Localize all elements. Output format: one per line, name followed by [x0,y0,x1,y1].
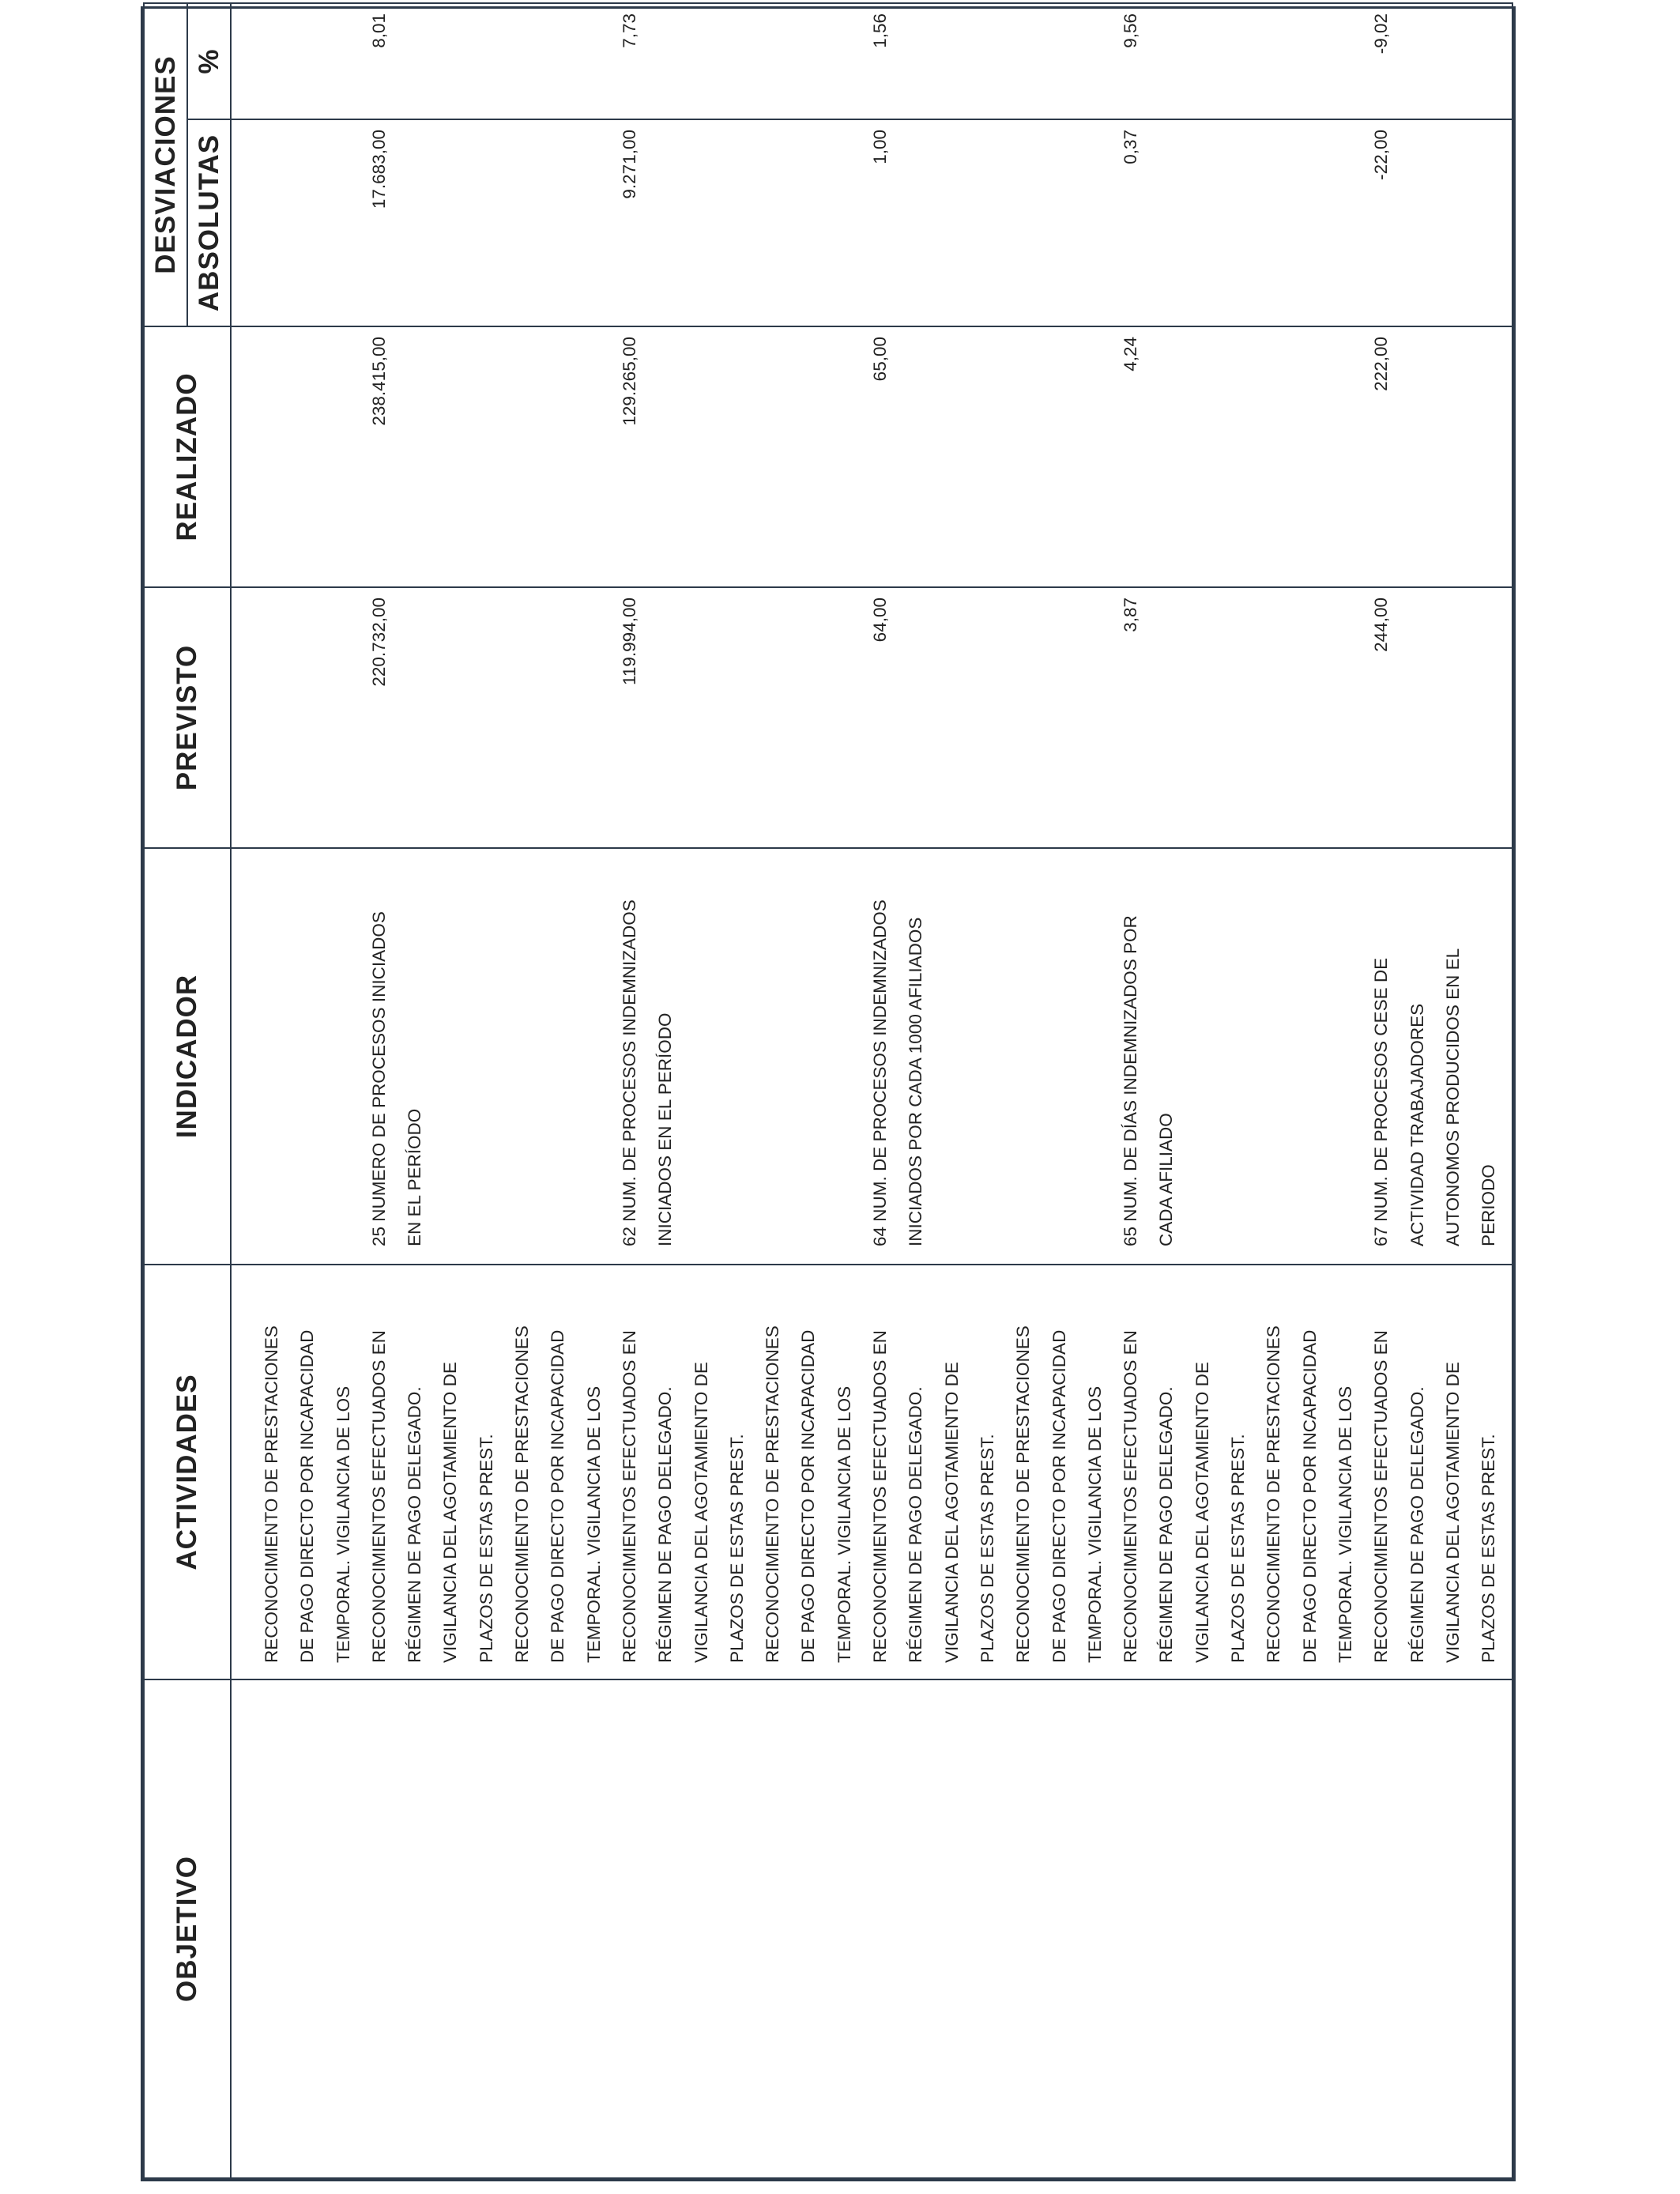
actividades-line: RECONOCIMIENTOS EFECTUADOS EN [368,1330,389,1663]
absolutas-value: 1,00 [870,130,891,164]
actividades-line: RÉGIMEN DE PAGO DELEGADO. [1156,1386,1177,1663]
previsto-cell [231,587,1512,848]
indicador-line: AUTONOMOS PRODUCIDOS EN EL [1442,948,1463,1246]
actividades-line: DE PAGO DIRECTO POR INCAPACIDAD [1049,1329,1069,1663]
actividades-line: RECONOCIMIENTO DE PRESTACIONES [262,1325,281,1663]
realizado-value: 65,00 [870,337,891,382]
objetivo-cell [231,1679,1512,2178]
actividades-cell [231,1265,1512,1679]
actividades-line: DE PAGO DIRECTO POR INCAPACIDAD [297,1329,318,1663]
actividades-line: RECONOCIMIENTOS EFECTUADOS EN [619,1330,639,1663]
previsto-value: 244,00 [1371,598,1392,652]
porcentaje-value: 1,56 [870,13,891,48]
actividades-line: PLAZOS DE ESTAS PREST. [726,1434,747,1663]
actividades-line: TEMPORAL. VIGILANCIA DE LOS [333,1385,353,1663]
actividades-line: VIGILANCIA DEL AGOTAMIENTO DE [1192,1362,1212,1663]
indicador-text [1363,948,1506,1246]
porcentaje-value: 7,73 [620,13,639,48]
absolutas-cell [231,119,1512,326]
actividades-line: RÉGIMEN DE PAGO DELEGADO. [405,1386,425,1663]
indicador-text [361,911,433,1246]
actividades-line: TEMPORAL. VIGILANCIA DE LOS [834,1385,854,1663]
indicador-line: EN EL PERÍODO [405,1108,425,1246]
header-realizado: REALIZADO [144,326,231,587]
indicador-line: INICIADOS POR CADA 1000 AFILIADOS [906,917,926,1246]
actividades-line: DE PAGO DIRECTO POR INCAPACIDAD [548,1329,568,1663]
actividades-line: RECONOCIMIENTOS EFECTUADOS EN [870,1330,891,1663]
actividades-line: RECONOCIMIENTO DE PRESTACIONES [1264,1325,1284,1663]
porcentaje-value: -9,02 [1371,13,1392,55]
actividades-line: VIGILANCIA DEL AGOTAMIENTO DE [941,1362,962,1663]
porcentaje-cell [231,3,1512,119]
actividades-line: DE PAGO DIRECTO POR INCAPACIDAD [798,1329,819,1663]
actividades-line: VIGILANCIA DEL AGOTAMIENTO DE [691,1362,711,1663]
header-desviaciones: DESVIACIONES [144,3,187,326]
actividades-line: PLAZOS DE ESTAS PREST. [977,1434,997,1663]
header-indicador: INDICADOR [144,848,231,1265]
actividades-line: RECONOCIMIENTO DE PRESTACIONES [1013,1325,1034,1663]
indicador-cell [231,848,1512,1265]
header-actividades: ACTIVIDADES [144,1265,231,1679]
actividades-line: RECONOCIMIENTOS EFECTUADOS EN [1371,1330,1392,1663]
actividades-line: PLAZOS DE ESTAS PREST. [476,1434,496,1663]
actividades-line: RECONOCIMIENTO DE PRESTACIONES [763,1325,783,1663]
previsto-value: 119.994,00 [620,598,639,685]
actividades-line: DE PAGO DIRECTO POR INCAPACIDAD [1299,1329,1320,1663]
absolutas-value: -22,00 [1371,130,1392,180]
actividades-line: PLAZOS DE ESTAS PREST. [1478,1434,1499,1663]
indicador-text [1113,915,1185,1246]
header-absolutas: ABSOLUTAS [187,119,231,326]
indicador-line: 64 NUM. DE PROCESOS INDEMNIZADOS [870,899,891,1246]
indicador-line: CADA AFILIADO [1156,1113,1177,1246]
indicador-line: INICIADOS EN EL PERÍODO [655,1012,676,1246]
actividades-text [232,1265,1506,1679]
realizado-cell [231,326,1512,587]
actividades-line: VIGILANCIA DEL AGOTAMIENTO DE [1442,1362,1463,1663]
absolutas-value: 9.271,00 [620,130,639,199]
realizado-value: 238.415,00 [368,337,389,426]
indicador-text [862,899,934,1246]
previsto-value: 220.732,00 [368,598,389,687]
indicador-line: 62 NUM. DE PROCESOS INDEMNIZADOS [620,899,639,1246]
header-porcentaje: % [187,3,231,119]
absolutas-value: 0,37 [1121,130,1141,164]
actividades-line: PLAZOS DE ESTAS PREST. [1228,1434,1249,1663]
header-previsto: PREVISTO [144,587,231,848]
previsto-value: 3,87 [1121,598,1141,632]
actividades-line: TEMPORAL. VIGILANCIA DE LOS [583,1385,604,1663]
actividades-line: TEMPORAL. VIGILANCIA DE LOS [1335,1385,1355,1663]
indicador-line: 67 NUM. DE PROCESOS CESE DE [1371,957,1392,1246]
actividades-line: RECONOCIMIENTO DE PRESTACIONES [512,1325,533,1663]
indicador-line: ACTIVIDAD TRABAJADORES [1407,1003,1427,1246]
realizado-value: 222,00 [1371,337,1392,391]
header-objetivo: OBJETIVO [144,1679,231,2178]
actividades-line: RÉGIMEN DE PAGO DELEGADO. [1407,1386,1427,1663]
actividades-line: TEMPORAL. VIGILANCIA DE LOS [1084,1385,1105,1663]
actividades-line: RÉGIMEN DE PAGO DELEGADO. [655,1386,676,1663]
previsto-value: 64,00 [870,598,891,643]
absolutas-value: 17.683,00 [368,130,389,209]
actividades-line: RÉGIMEN DE PAGO DELEGADO. [906,1386,926,1663]
realizado-value: 4,24 [1121,337,1141,371]
realizado-value: 129.265,00 [620,337,639,426]
indicador-line: 65 NUM. DE DÍAS INDEMNIZADOS POR [1121,915,1141,1246]
porcentaje-value: 8,01 [368,13,389,48]
actividades-line: VIGILANCIA DEL AGOTAMIENTO DE [440,1362,461,1663]
indicador-text [612,899,684,1246]
porcentaje-value: 9,56 [1121,13,1141,48]
indicador-line: PERIODO [1478,1164,1499,1246]
actividades-line: RECONOCIMIENTOS EFECTUADOS EN [1121,1330,1141,1663]
indicador-line: 25 NUMERO DE PROCESOS INICIADOS [368,911,389,1246]
indicator-table [141,6,1516,2181]
